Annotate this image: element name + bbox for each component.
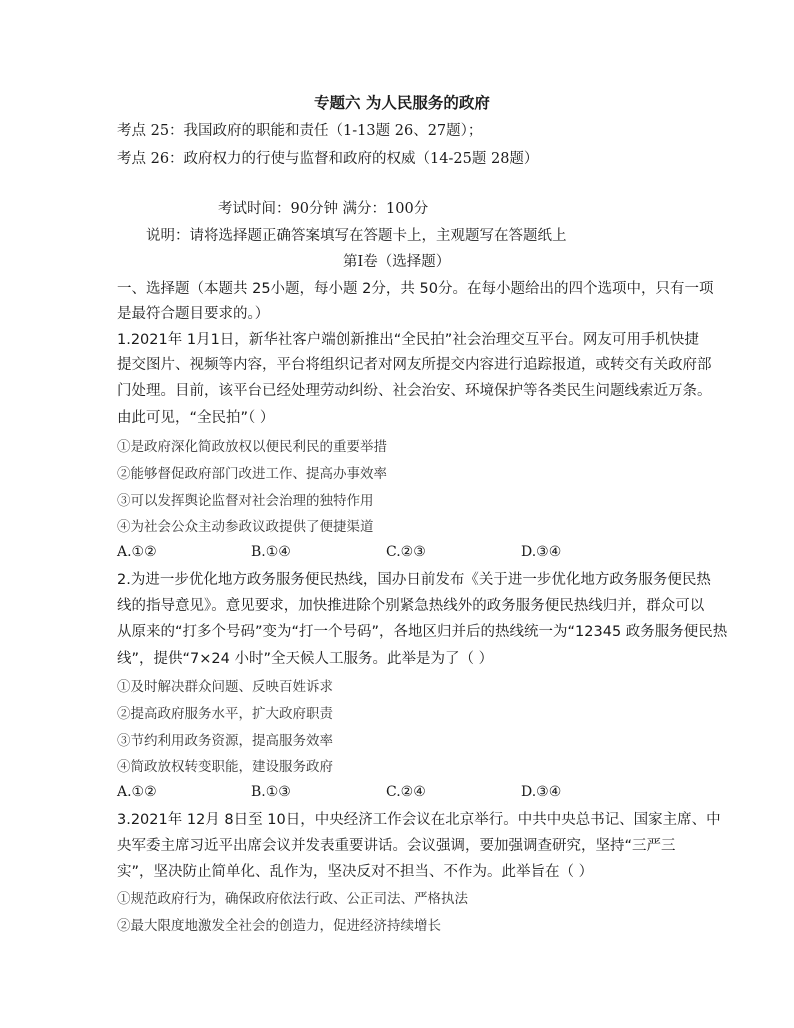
statement-option: ①是政府深化简政放权以便民利民的重要举措: [117, 439, 387, 455]
statement-option: ③节约利用政务资源，提高服务效率: [117, 733, 333, 749]
exam-point-26: 考点 26：政府权力的行使与监督和政府的权威（14-25题 28题）: [117, 151, 539, 167]
statement-option: ④为社会公众主动参政议政提供了便捷渠道: [117, 519, 374, 535]
section-heading-line: 是最符合题目要求的。）: [117, 306, 270, 322]
question-stem-line: 线的指导意见》。意见要求，加快推进除个别紧急热线外的政务服务便民热线归并，群众可以: [117, 598, 705, 614]
choice-a: A.①②: [117, 784, 157, 800]
question-stem-line: 实”，坚决防止简单化、乱作为，坚决反对不担当、不作为。此举旨在（ ）: [117, 864, 594, 880]
choice-b: B.①④: [251, 544, 291, 560]
statement-option: ④简政放权转变职能，建设服务政府: [117, 759, 333, 775]
statement-option: ②最大限度地激发全社会的创造力，促进经济持续增长: [117, 918, 441, 934]
instructions: 说明：请将选择题正确答案填写在答题卡上，主观题写在答题纸上: [146, 228, 567, 244]
statement-option: ②能够督促政府部门改进工作、提高办事效率: [117, 466, 387, 482]
question-stem-line: 线”，提供“7×24 小时”全天候人工服务。此举是为了（ ）: [117, 651, 494, 667]
choice-b: B.①③: [251, 784, 291, 800]
statement-option: ①及时解决群众问题、反映百姓诉求: [117, 679, 333, 695]
exam-point-25: 考点 25：我国政府的职能和责任（1-13题 26、27题）；: [117, 123, 483, 139]
choice-d: D.③④: [521, 784, 562, 800]
choice-d: D.③④: [521, 544, 562, 560]
volume-heading: 第Ⅰ卷（选择题）: [343, 254, 451, 270]
section-heading-line: 一、选择题（本题共 25小题，每小题 2分，共 50分。在每小题给出的四个选项中，只有一项: [117, 281, 714, 297]
statement-option: ③可以发挥舆论监督对社会治理的独特作用: [117, 493, 374, 509]
question-stem-line: 从原来的“打多个号码”变为“打一个号码”，各地区归并后的热线统一为“12345 政务服务便民热: [117, 624, 728, 640]
question-stem-line: 门处理。目前，该平台已经处理劳动纠纷、社会治安、环境保护等各类民生问题线索近万条。: [117, 383, 712, 399]
exam-info: 考试时间：90分钟 满分：100分: [218, 201, 429, 217]
question-stem-line: 提交图片、视频等内容，平台将组织记者对网友所提交内容进行追踪报道，或转交有关政府部: [117, 357, 712, 373]
statement-option: ①规范政府行为，确保政府依法行政、公正司法、严格执法: [117, 891, 468, 907]
statement-option: ②提高政府服务水平，扩大政府职责: [117, 706, 333, 722]
question-stem-line: 央军委主席习近平出席会议并发表重要讲话。会议强调，要加强调查研究，坚持“三严三: [117, 838, 676, 854]
question-stem-line: 1.2021年 1月1日，新华社客户端创新推出“全民拍”社会治理交互平台。网友可用手机快捷: [117, 332, 699, 348]
question-stem-line: 由此可见，“全民拍”（ ）: [117, 410, 275, 426]
question-stem-line: 2.为进一步优化地方政务服务便民热线，国办日前发布《关于进一步优化地方政务服务便民热: [117, 572, 711, 588]
page-title: 专题六 为人民服务的政府: [314, 93, 490, 112]
choice-a: A.①②: [117, 544, 157, 560]
question-stem-line: 3.2021年 12月 8日至 10日，中央经济工作会议在北京举行。中共中央总书记、国家主席、中: [117, 812, 721, 828]
choice-c: C.②④: [386, 784, 426, 800]
choice-c: C.②③: [386, 544, 426, 560]
